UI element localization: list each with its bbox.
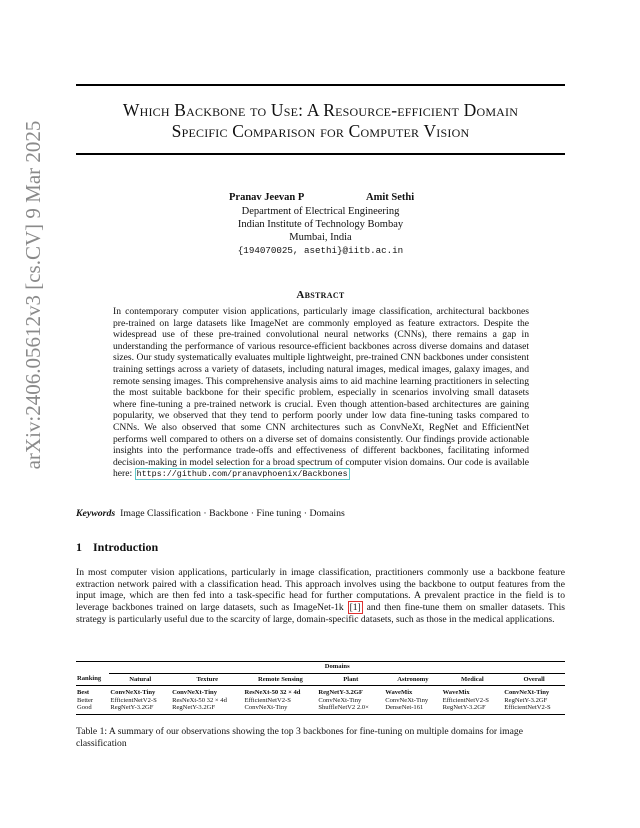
table-cell: RegNetY-3.2GF (504, 696, 548, 704)
introduction-paragraph (76, 567, 565, 626)
section-heading-introduction (76, 540, 158, 555)
table-cell: ResNeXt-50 32 × 4d (172, 696, 227, 704)
table-cell: EfficientNetV2-S (110, 696, 157, 704)
affiliation-institute: Indian Institute of Technology Bombay (237, 219, 404, 230)
intro-text-2: and then fine-tune them on smaller datasets. This strategy is particularly useful due to the scarcity of large, domain-specific datasets, such as those in the medical applications. (76, 602, 565, 625)
table-cell: WaveMix (385, 689, 413, 697)
table-cell: DenseNet-161 (385, 704, 424, 712)
table-header: Medical (461, 675, 484, 683)
table-cell: EfficientNetV2-S (244, 696, 291, 704)
table-row (76, 697, 565, 705)
abstract-heading: Abstract (296, 289, 345, 301)
keywords (76, 508, 345, 519)
table-header: Remote Sensing (257, 675, 303, 683)
affiliation-emails: {194070025, asethi}@iitb.ac.in (237, 245, 404, 256)
table-cell: ConvNeXt-Tiny (504, 689, 550, 697)
table-cell: RegNetY-3.2GF (318, 689, 363, 697)
arxiv-stamp: arXiv:2406.05612v3 [cs.CV] 9 Mar 2025 (21, 120, 45, 470)
keywords-text: Image Classification · Backbone · Fine tuning · Domains (120, 508, 345, 519)
table-header: Texture (196, 675, 219, 683)
abstract-body (113, 306, 529, 481)
table-cell: ConvNeXt-Tiny (385, 696, 429, 704)
table-cell: ConvNeXt-Tiny (244, 704, 288, 712)
table-cell: RegNetY-3.2GF (442, 704, 486, 712)
table-cell: Good (77, 704, 92, 712)
author-1: Pranav Jeevan P (229, 192, 305, 203)
table-row (76, 686, 565, 697)
title-bottom-rule (76, 153, 565, 155)
table-header: Natural (129, 675, 152, 683)
title-top-rule (76, 84, 565, 86)
table-header: Astronomy (397, 675, 429, 683)
title-line-2: Specific Comparison for Computer Vision (171, 121, 470, 141)
keywords-label: Keywords (76, 508, 116, 519)
table-header: Ranking (77, 675, 102, 683)
section-title: Introduction (93, 540, 159, 554)
table-cell: EfficientNetV2-S (442, 696, 489, 704)
citation-link[interactable]: [1] (349, 602, 361, 614)
table-cell: ShuffleNetV2 2.0× (318, 704, 369, 712)
domains-header: Domains (109, 662, 565, 674)
table-cell: ConvNeXt-Tiny (110, 689, 156, 697)
title-line-1: Which Backbone to Use: A Resource-efficient Domain (122, 100, 519, 120)
affiliation-dept: Department of Electrical Engineering (241, 206, 400, 217)
table-caption: Table 1: A summary of our observations showing the top 3 backbones for fine-tuning on multiple domains for image classification (76, 726, 523, 749)
table-cell: RegNetY-3.2GF (110, 704, 154, 712)
table-cell: ConvNeXt-Tiny (318, 696, 362, 704)
table-cell: Best (77, 689, 90, 697)
table-header: Plant (343, 675, 359, 683)
table-cell: Better (77, 696, 94, 704)
table-cell: RegNetY-3.2GF (172, 704, 216, 712)
table-cell: ConvNeXt-Tiny (172, 689, 218, 697)
table-cell: ResNeXt-50 32 × 4d (244, 689, 301, 697)
section-number: 1 (76, 540, 82, 554)
paper-title (76, 100, 565, 142)
table-header: Overall (523, 675, 545, 683)
table-cell: EfficientNetV2-S (504, 704, 551, 712)
intro-text-1: In most computer vision applications, particularly in image classification, practitioners commonly use a backbone feature extraction network paired with a classification head. This approach involves using the backbone to output features from the input image, which are then fed into a task-specific head for further computations. A prevalent practice in the field is to leverage backbones trained on large datasets, such as ImageNet-1k (76, 567, 565, 614)
author-2: Amit Sethi (366, 192, 415, 203)
table-cell: WaveMix (442, 689, 470, 697)
code-link[interactable]: https://github.com/pranavphoenix/Backbones (136, 469, 348, 480)
affiliation-city: Mumbai, India (289, 232, 352, 243)
abstract-text: In contemporary computer vision applications, particularly image classification, architectural backbones pre-trained on large datasets like ImageNet are commonly employed as feature extractors. Despite the widespread use of these pre-trained convolutional neural networks (CNNs), there remains a gap in understanding the performance of various resource-efficient backbones across diverse domains and dataset sizes. Our study systematically evaluates multiple lightweight, pre-trained CNN backbones under consistent training settings across a variety of datasets, including natural images, medical images, galaxy images, and remote sensing images. This comprehensive analysis aims to aid machine learning practitioners in selecting the most suitable backbone for their specific problem, especially in scenarios involving small datasets where fine-tuning a pre-trained network is crucial. Even though attention-based architectures are gaining popularity, we observed that they tend to perform poorly under low data fine-tuning tasks compared to CNNs. We also observed that some CNN architectures such as ConvNeXt, RegNet and EfficientNet performs well compared to others on a diverse set of domains consistently. Our findings provide actionable insights into the performance trade-offs and effectiveness of different backbones, facilitating informed decision-making in model selection for a broad spectrum of computer vision domains. Our code is available here: (113, 306, 529, 480)
table-row (76, 704, 565, 714)
backbone-summary-table (76, 661, 565, 715)
